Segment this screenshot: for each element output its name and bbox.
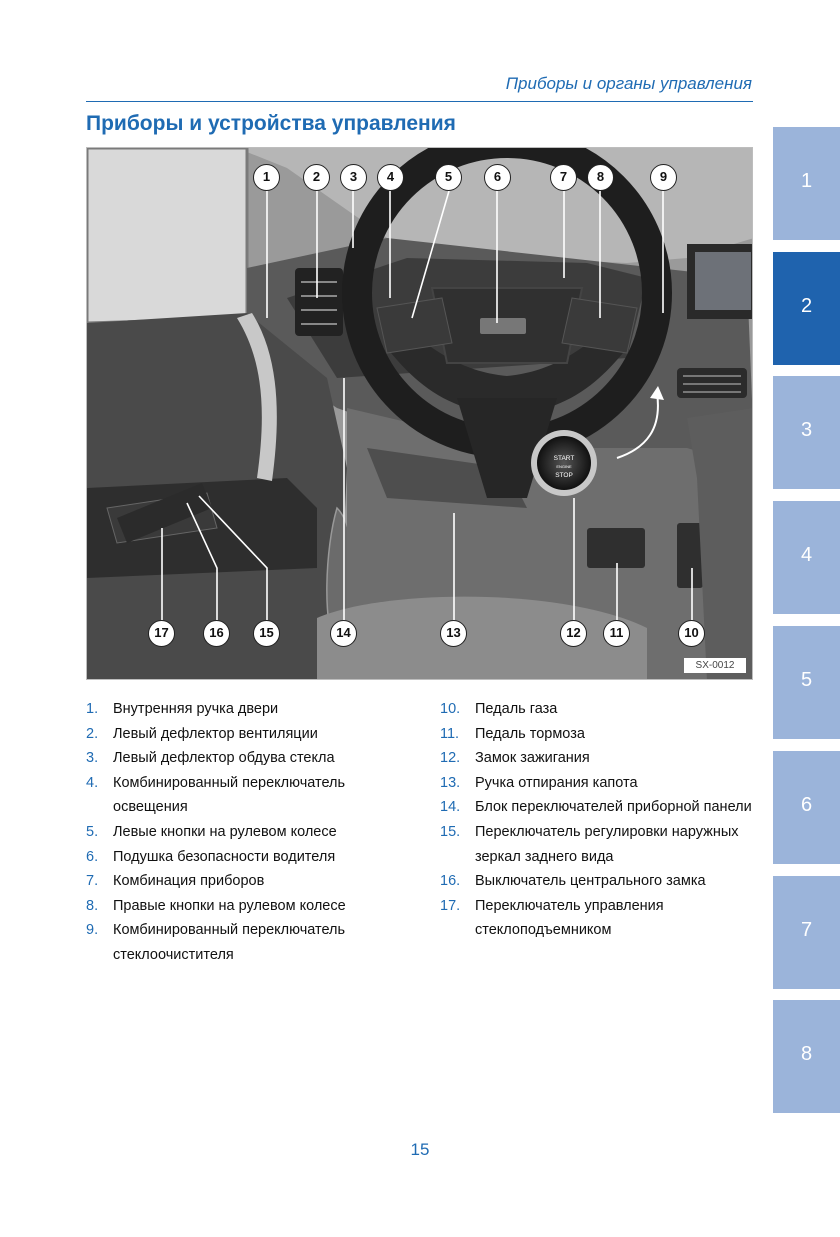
legend-text: Левые кнопки на рулевом колесе [113, 823, 337, 840]
legend-num: 16. [440, 873, 461, 890]
legend-item [440, 795, 760, 820]
chapter-tab-2[interactable]: 2 [773, 252, 840, 365]
callout-1: 1 [253, 164, 280, 191]
chapter-tab-4[interactable]: 4 [773, 501, 840, 614]
legend-item [86, 722, 416, 747]
callout-8: 8 [587, 164, 614, 191]
legend-num: 11. [440, 725, 460, 742]
running-head: Приборы и органы управления [505, 74, 752, 93]
legend-num: 4. [86, 774, 99, 791]
legend-item [440, 771, 760, 796]
legend-text: Левый дефлектор обдува стекла [113, 750, 335, 767]
legend-item [86, 918, 416, 967]
legend-item [440, 820, 760, 869]
dashboard-illustration [87, 148, 753, 680]
legend-num: 15. [440, 823, 461, 840]
callout-16: 16 [203, 620, 230, 647]
legend-text: Переключатель регулировки наружных зеркал заднего вида [475, 823, 739, 865]
legend-num: 2. [86, 725, 99, 742]
legend-item [440, 869, 760, 894]
dashboard-figure [86, 147, 753, 680]
chapter-tab-1[interactable]: 1 [773, 127, 840, 240]
legend-text: Комбинированный переключатель освещения [113, 774, 346, 816]
legend-num: 5. [86, 823, 99, 840]
legend-num: 7. [86, 873, 99, 890]
legend-text: Переключатель управления стеклоподъемником [475, 897, 664, 939]
legend-text: Ручка отпирания капота [475, 774, 638, 791]
callout-11: 11 [603, 620, 630, 647]
legend-item [86, 746, 416, 771]
legend-num: 8. [86, 897, 99, 914]
callout-14: 14 [330, 620, 357, 647]
chapter-tab-6[interactable]: 6 [773, 751, 840, 864]
legend-text: Правые кнопки на рулевом колесе [113, 897, 346, 914]
legend-num: 10. [440, 701, 461, 717]
callout-3: 3 [340, 164, 367, 191]
legend-text: Комбинация приборов [113, 873, 265, 890]
callout-9: 9 [650, 164, 677, 191]
chapter-tab-5[interactable]: 5 [773, 626, 840, 739]
callout-2: 2 [303, 164, 330, 191]
legend-left [86, 697, 416, 968]
legend-num: 3. [86, 750, 99, 767]
legend-num: 1. [86, 701, 99, 717]
legend-item [86, 820, 416, 845]
legend-item [86, 697, 416, 722]
legend-text: Педаль газа [475, 701, 558, 717]
legend-num: 9. [86, 922, 99, 939]
chapter-tab-3[interactable]: 3 [773, 376, 840, 489]
legend-item [440, 894, 760, 943]
legend-text: Левый дефлектор вентиляции [113, 725, 318, 742]
legend-item [440, 697, 760, 722]
figure-code: SX-0012 [684, 658, 746, 673]
callout-12: 12 [560, 620, 587, 647]
callout-10: 10 [678, 620, 705, 647]
legend-item [86, 771, 416, 820]
legend-item [86, 894, 416, 919]
header-rule [86, 101, 753, 102]
legend-item [86, 845, 416, 870]
callout-15: 15 [253, 620, 280, 647]
legend-num: 12. [440, 750, 461, 767]
legend-num: 6. [86, 848, 99, 865]
legend-text: Блок переключателей приборной панели [475, 799, 752, 816]
legend-num: 17. [440, 897, 461, 914]
engine-label: ENGINE [556, 464, 572, 469]
start-label: START [553, 455, 575, 462]
callout-6: 6 [484, 164, 511, 191]
legend-text: Педаль тормоза [475, 725, 585, 742]
callout-13: 13 [440, 620, 467, 647]
legend-item [86, 869, 416, 894]
legend-num: 13. [440, 774, 461, 791]
legend-text: Комбинированный переключатель стеклоочистителя [113, 922, 346, 963]
legend-text: Внутренняя ручка двери [113, 701, 279, 717]
legend-item [440, 722, 760, 747]
legend-right [440, 697, 760, 943]
chapter-tab-7[interactable]: 7 [773, 876, 840, 989]
callout-4: 4 [377, 164, 404, 191]
legend-text: Замок зажигания [475, 750, 590, 767]
legend-text: Подушка безопасности водителя [113, 848, 336, 865]
callout-7: 7 [550, 164, 577, 191]
page-number: 15 [410, 1140, 430, 1159]
callout-5: 5 [435, 164, 462, 191]
page-title: Приборы и устройства управления [86, 112, 456, 135]
callout-17: 17 [148, 620, 175, 647]
legend-text: Выключатель центрального замка [475, 873, 706, 890]
legend-item [440, 746, 760, 771]
chapter-tab-8[interactable]: 8 [773, 1000, 840, 1113]
stop-label: STOP [555, 472, 573, 479]
legend-num: 14. [440, 799, 461, 816]
